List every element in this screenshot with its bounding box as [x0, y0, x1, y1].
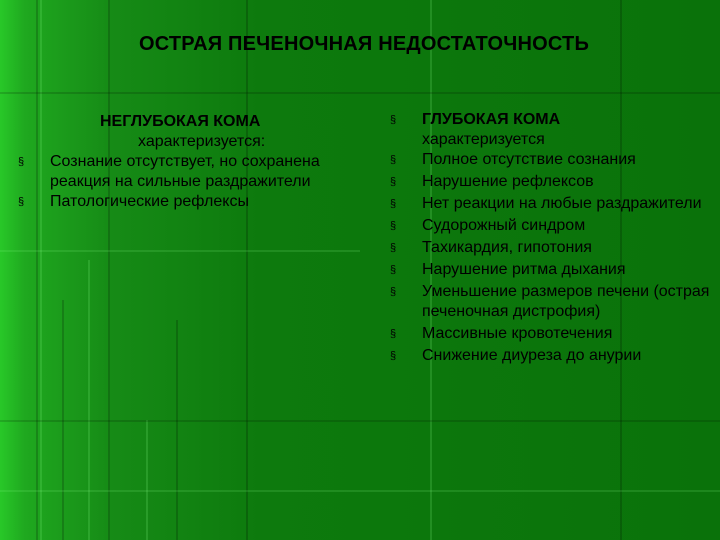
decor-line: [176, 320, 178, 540]
list-item-text: Патологические рефлексы: [50, 193, 249, 210]
right-column: [386, 110, 716, 366]
list-item: [386, 216, 716, 236]
list-item-text: Сознание отсутствует, но сохранена реакция на сильные раздражители: [50, 153, 320, 190]
bullet-icon: §: [390, 198, 397, 210]
list-item-text: Полное отсутствие сознания: [422, 151, 636, 168]
right-heading: ГЛУБОКАЯ КОМА: [422, 111, 561, 128]
right-heading-row: [386, 110, 716, 130]
list-item: [386, 324, 716, 344]
list-item: [14, 192, 364, 212]
left-heading: НЕГЛУБОКАЯ КОМА: [100, 113, 261, 130]
bullet-icon: §: [390, 328, 397, 340]
bullet-icon: §: [390, 264, 397, 276]
slide-title: ОСТРАЯ ПЕЧЕНОЧНАЯ НЕДОСТАТОЧНОСТЬ: [138, 33, 590, 55]
bullet-icon: §: [18, 196, 25, 208]
decor-line: [36, 0, 38, 540]
list-item-text: Тахикардия, гипотония: [422, 239, 592, 256]
decor-line: [40, 0, 42, 540]
list-item: [386, 238, 716, 258]
decor-line: [88, 260, 90, 540]
bullet-icon: §: [390, 176, 397, 188]
list-item-text: Судорожный синдром: [422, 217, 586, 234]
list-item: [386, 172, 716, 192]
left-subheading: характеризуется:: [138, 133, 266, 150]
bullet-icon: §: [390, 154, 397, 166]
decor-line: [0, 92, 720, 94]
decor-line: [108, 0, 110, 540]
list-item-text: Нет реакции на любые раздражители: [422, 195, 702, 212]
list-item: [386, 194, 716, 214]
decor-line: [0, 250, 360, 252]
list-item-text: Нарушение рефлексов: [422, 173, 594, 190]
decor-line: [146, 420, 148, 540]
bullet-icon: §: [390, 286, 397, 298]
right-subheading: характеризуется: [422, 131, 545, 148]
decor-line: [246, 0, 248, 540]
bullet-icon: §: [390, 114, 397, 126]
list-item: [386, 150, 716, 170]
list-item-text: Массивные кровотечения: [422, 325, 613, 342]
list-item: [386, 282, 716, 322]
list-item: [386, 260, 716, 280]
list-item-text: Уменьшение размеров печени (острая печеночная дистрофия): [422, 283, 710, 320]
bullet-icon: §: [390, 242, 397, 254]
bullet-icon: §: [390, 350, 397, 362]
decor-line: [0, 490, 720, 492]
list-item: [386, 346, 716, 366]
list-item: [14, 152, 364, 192]
left-column: [14, 112, 364, 212]
bullet-icon: §: [18, 156, 25, 168]
decor-line: [0, 420, 720, 422]
list-item-text: Нарушение ритма дыхания: [422, 261, 626, 278]
list-item-text: Снижение диуреза до анурии: [422, 347, 642, 364]
bullet-icon: §: [390, 220, 397, 232]
